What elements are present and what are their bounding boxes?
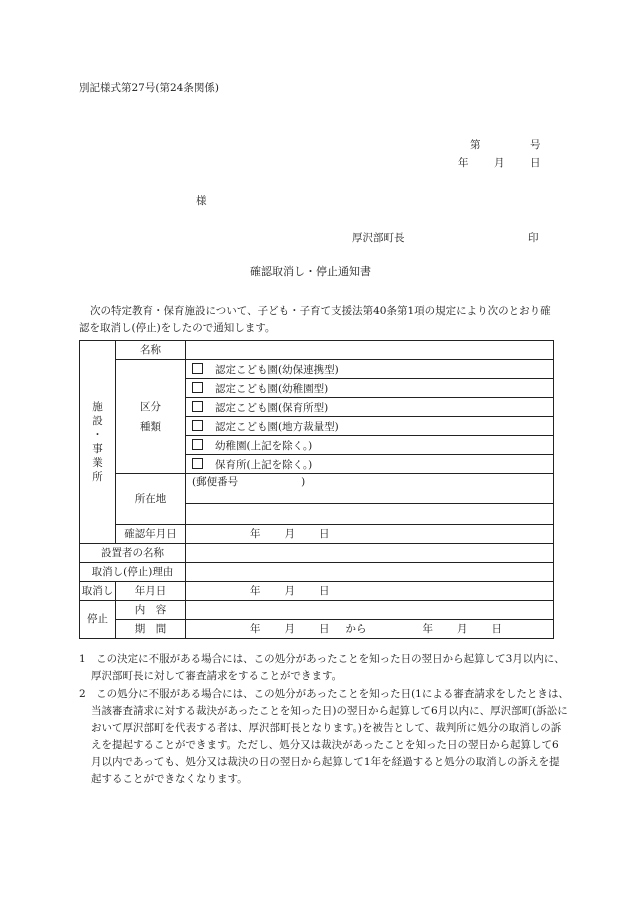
postal-code-field[interactable]: (郵便番号 ) bbox=[186, 474, 554, 504]
category-label: 区分 種類 bbox=[116, 360, 186, 474]
category-option[interactable]: 幼稚園(上記を除く。) bbox=[186, 436, 554, 455]
cancel-date-field[interactable]: 年 月 日 bbox=[186, 582, 554, 601]
notice-table bbox=[79, 340, 554, 639]
confirm-date-label: 確認年月日 bbox=[116, 525, 186, 544]
doc-number-suffix: 号 bbox=[530, 139, 541, 151]
stop-period-field[interactable]: 年 月 日 から 年 月 日 bbox=[186, 620, 554, 639]
stop-period-label: 期 間 bbox=[116, 620, 186, 639]
name-label: 名称 bbox=[116, 341, 186, 360]
reason-label: 取消し(停止)理由 bbox=[80, 563, 186, 582]
intro-paragraph: 次の特定教育・保育施設について、子ども・子育て支援法第40条第1項の規定により次のとおり確認を取消し(停止)をしたので通知します。 bbox=[79, 305, 551, 334]
stop-content-label: 内 容 bbox=[116, 601, 186, 620]
category-option[interactable]: 認定こども園(幼稚園型) bbox=[186, 379, 554, 398]
founder-label: 設置者の名称 bbox=[80, 544, 186, 563]
issuer-name: 厚沢部町長 bbox=[352, 232, 405, 244]
checkbox[interactable] bbox=[192, 458, 203, 469]
category-option[interactable]: 認定こども園(保育所型) bbox=[186, 398, 554, 417]
cancel-label: 取消し bbox=[80, 582, 116, 601]
founder-field[interactable] bbox=[186, 544, 554, 563]
doc-date-month: 月 bbox=[494, 157, 505, 169]
issuer-seal: 印 bbox=[528, 232, 539, 244]
category-option[interactable]: 認定こども園(幼保連携型) bbox=[186, 360, 554, 379]
checkbox[interactable] bbox=[192, 363, 203, 374]
recipient-suffix: 様 bbox=[196, 195, 207, 207]
address-label: 所在地 bbox=[116, 474, 186, 525]
note-2: 2 この処分に不服がある場合には、この処分があったことを知った日(1による審査請求をしたときは、当該審査請求に対する裁決があったことを知った日)の翌日から起算して6月以内に、厚沢部町(訴訟において厚沢部町を代表する者は、厚沢部町長となります。)を被告として、裁判所に処分の取消しの訴えを提起することができます。ただし、処分又は裁決があったことを知った日の翌日から起算して6月以内であっても、処分又は裁決の日の翌日から起算して1年を経過すると処分の取消しの訴えを提起することができなくなります。 bbox=[79, 688, 569, 785]
cancel-date-label: 年月日 bbox=[116, 582, 186, 601]
document-title: 確認取消し・停止通知書 bbox=[250, 265, 371, 278]
category-option[interactable]: 認定こども園(地方裁量型) bbox=[186, 417, 554, 436]
form-label: 別記様式第27号(第24条関係) bbox=[79, 82, 219, 94]
document-number bbox=[470, 139, 541, 151]
name-field[interactable] bbox=[186, 341, 554, 360]
category-option[interactable]: 保育所(上記を除く。) bbox=[186, 455, 554, 474]
stop-content-field[interactable] bbox=[186, 601, 554, 620]
doc-number-prefix: 第 bbox=[470, 139, 481, 151]
checkbox[interactable] bbox=[192, 420, 203, 431]
confirm-date-field[interactable]: 年 月 日 bbox=[186, 525, 554, 544]
facility-section-label: 施 設 ・ 事 業 所 bbox=[80, 341, 116, 544]
checkbox[interactable] bbox=[192, 382, 203, 393]
doc-date-day: 日 bbox=[530, 157, 541, 169]
reason-field[interactable] bbox=[186, 563, 554, 582]
checkbox[interactable] bbox=[192, 401, 203, 412]
doc-date-year: 年 bbox=[458, 157, 469, 169]
checkbox[interactable] bbox=[192, 439, 203, 450]
address-field[interactable] bbox=[186, 504, 554, 525]
stop-label: 停止 bbox=[80, 601, 116, 639]
note-1: 1 この決定に不服がある場合には、この処分があったことを知った日の翌日から起算して3月以内に、厚沢部町長に対して審査請求をすることができます。 bbox=[79, 653, 565, 682]
